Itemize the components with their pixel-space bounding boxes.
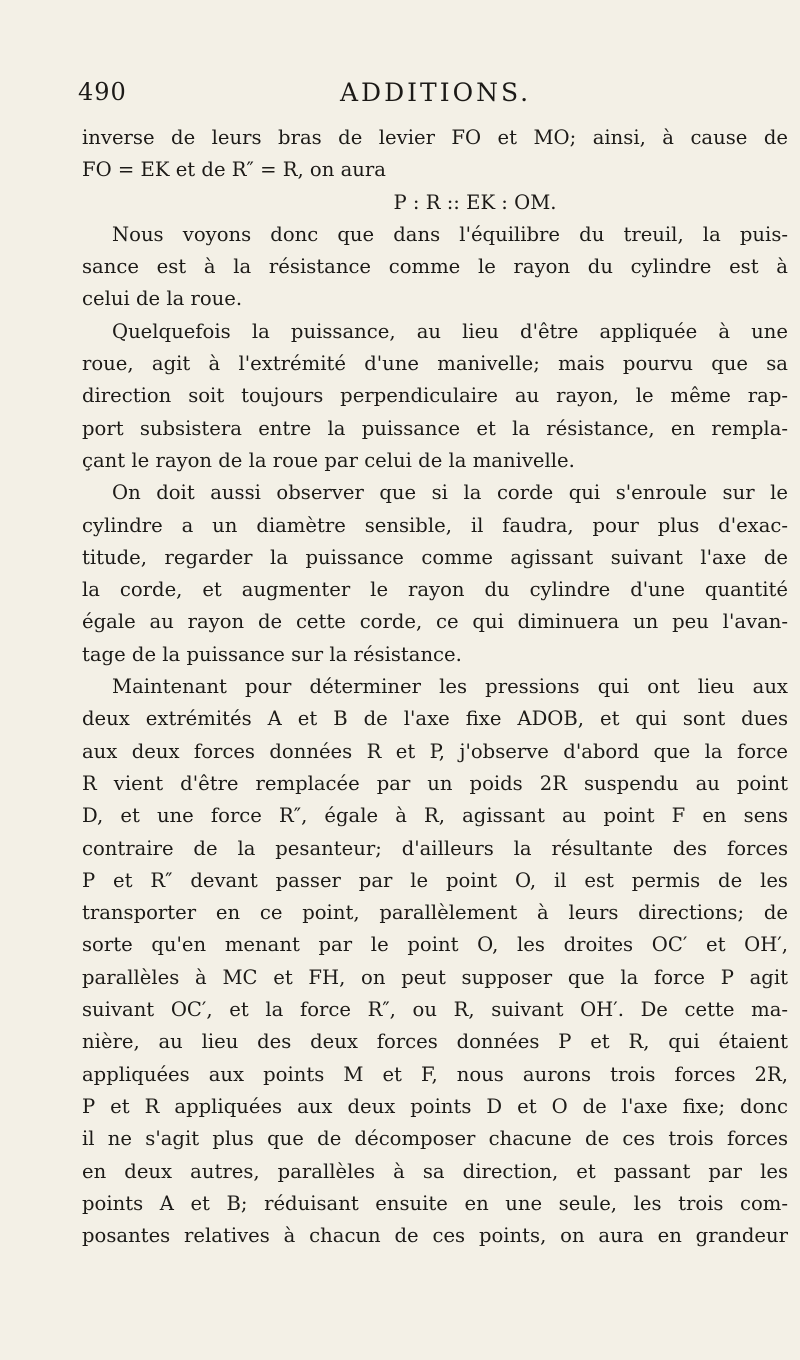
text-line: posantes relatives à chacun de ces points, on aura en grandeur <box>82 1224 788 1248</box>
text-line: R vient d'être remplacée par un poids 2R suspendu au point <box>82 771 788 795</box>
text-line: On doit aussi observer que si la corde qui s'enroule sur le <box>112 481 788 505</box>
page-header <box>78 78 760 114</box>
text-line: parallèles à MC et FH, on peut supposer que la force P agit <box>82 965 788 989</box>
text-line: aux deux forces données R et P, j'observe d'abord que la force <box>82 739 788 763</box>
text-line: celui de la roue. <box>82 287 243 311</box>
text-line: çant le rayon de la roue par celui de la manivelle. <box>82 448 575 472</box>
text-line: cylindre a un diamètre sensible, il faudra, pour plus d'exac- <box>82 513 788 537</box>
running-title: ADDITIONS. <box>340 78 532 107</box>
text-line: Quelquefois la puissance, au lieu d'être appliquée à une <box>112 319 788 343</box>
text-line: port subsistera entre la puissance et la résistance, en rempla- <box>82 416 788 440</box>
text-line: titude, regarder la puissance comme agissant suivant l'axe de <box>82 545 788 569</box>
text-line: FO = EK et de R″ = R, on aura <box>82 158 386 182</box>
page-number: 490 <box>78 78 127 106</box>
text-line: sorte qu'en menant par le point O, les droites OC′ et OH′, <box>82 933 788 957</box>
text-line: points A et B; réduisant ensuite en une seule, les trois com- <box>82 1191 788 1215</box>
text-line: inverse de leurs bras de levier FO et MO; ainsi, à cause de <box>82 126 788 149</box>
text-line: Maintenant pour déterminer les pressions qui ont lieu aux <box>112 675 788 699</box>
text-line: la corde, et augmenter le rayon du cylindre d'une quantité <box>82 578 788 602</box>
text-line: sance est à la résistance comme le rayon du cylindre est à <box>82 255 788 279</box>
text-line: P et R″ devant passer par le point O, il est permis de les <box>82 868 788 892</box>
body-text <box>82 122 788 1252</box>
text-line: Nous voyons donc que dans l'équilibre du treuil, la puis- <box>112 222 788 246</box>
text-line: P et R appliquées aux deux points D et O de l'axe fixe; donc <box>82 1094 788 1118</box>
text-line: contraire de la pesanteur; d'ailleurs la résultante des forces <box>82 836 788 860</box>
text-line: direction soit toujours perpendiculaire au rayon, le même rap- <box>82 384 788 408</box>
text-line: tage de la puissance sur la résistance. <box>82 642 462 666</box>
text-line: roue, agit à l'extrémité d'une manivelle; mais pourvu que sa <box>82 352 788 376</box>
text-line: suivant OC′, et la force R″, ou R, suivant OH′. De cette ma- <box>82 998 788 1022</box>
text-line: nière, au lieu des deux forces données P et R, qui étaient <box>82 1030 788 1054</box>
text-line: deux extrémités A et B de l'axe fixe ADOB, et qui sont dues <box>82 707 788 731</box>
text-line: transporter en ce point, parallèlement à leurs directions; de <box>82 901 788 925</box>
text-line: appliquées aux points M et F, nous aurons trois forces 2R, <box>82 1062 788 1086</box>
proportion-formula: P : R :: EK : OM. <box>393 190 557 214</box>
text-line: égale au rayon de cette corde, ce qui diminuera un peu l'avan- <box>82 610 788 634</box>
text-line: il ne s'agit plus que de décomposer chacune de ces trois forces <box>82 1127 788 1151</box>
text-line: D, et une force R″, égale à R, agissant au point F en sens <box>82 804 788 828</box>
text-line: en deux autres, parallèles à sa direction, et passant par les <box>82 1159 788 1183</box>
